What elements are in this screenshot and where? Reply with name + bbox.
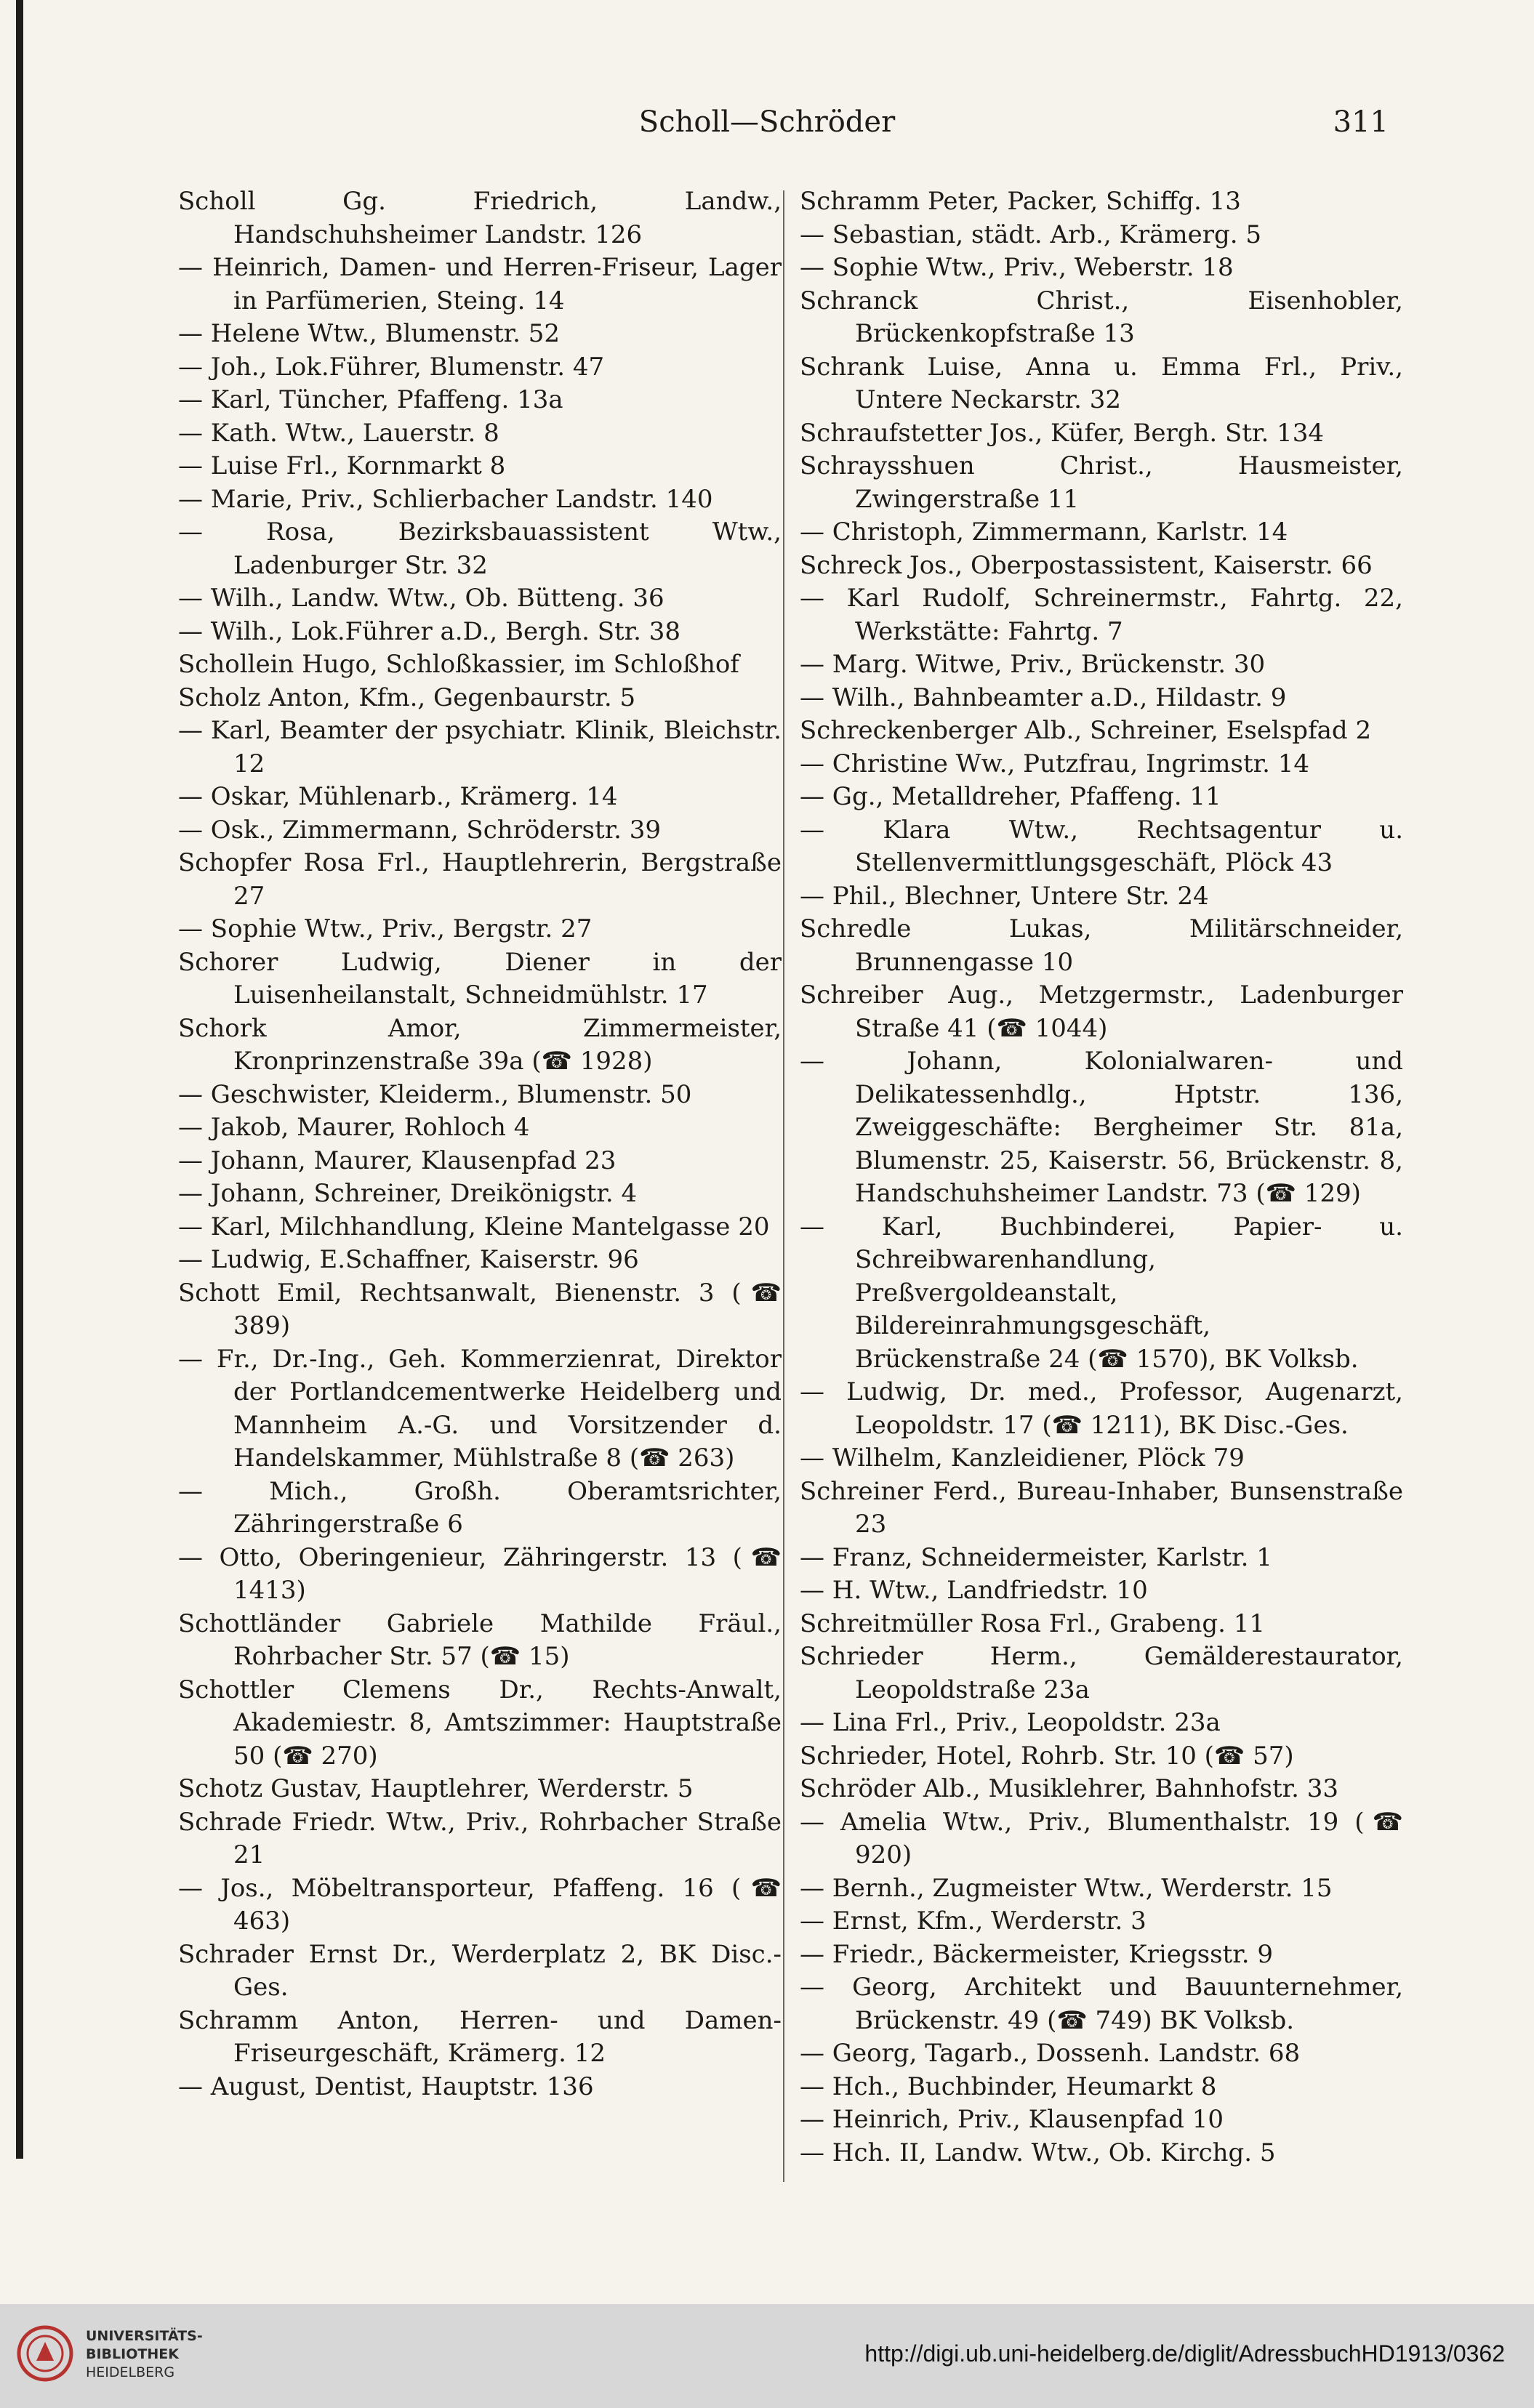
directory-entry: Schramm Peter, Packer, Schiffg. 13 [800, 187, 1241, 216]
directory-entry: — Klara Wtw., Rechtsagentur u. Stellenvermittlungsgeschäft, Plöck 43 [800, 815, 1403, 877]
directory-entry: — Luise Frl., Kornmarkt 8 [178, 451, 506, 480]
directory-entry: — Phil., Blechner, Untere Str. 24 [800, 881, 1209, 911]
directory-entry: — Ludwig, E.Schaffner, Kaiserstr. 96 [178, 1245, 639, 1274]
directory-entry: Schopfer Rosa Frl., Hauptlehrerin, Bergstraße 27 [178, 848, 782, 911]
logo-line: HEIDELBERG [86, 2364, 175, 2380]
directory-entry: — Jos., Möbeltransporteur, Pfaffeng. 16 (☎ 463) [178, 1873, 782, 1936]
directory-entry: — Johann, Schreiner, Dreikönigstr. 4 [178, 1179, 638, 1208]
directory-entry: — Johann, Maurer, Klausenpfad 23 [178, 1145, 617, 1175]
directory-entry: — Karl, Tüncher, Pfaffeng. 13a [178, 385, 563, 414]
directory-entry: — Geschwister, Kleiderm., Blumenstr. 50 [178, 1079, 692, 1109]
directory-entry: — Mich., Großh. Oberamtsrichter, Zähringerstraße 6 [178, 1476, 782, 1539]
directory-entry: Scholz Anton, Kfm., Gegenbaurstr. 5 [178, 682, 636, 712]
directory-entry: — Karl, Beamter der psychiatr. Klinik, Bleichstr. 12 [178, 716, 782, 778]
right-column [800, 185, 1403, 2170]
binding-edge-bar [16, 0, 23, 2159]
directory-entry: — Christoph, Zimmermann, Karlstr. 14 [800, 518, 1288, 547]
directory-entry: — Heinrich, Priv., Klausenpfad 10 [800, 2105, 1224, 2134]
directory-entry: — H. Wtw., Landfriedstr. 10 [800, 1576, 1148, 1605]
directory-entry: Scholl Gg. Friedrich, Landw., Handschuhsheimer Landstr. 126 [178, 187, 782, 249]
university-seal-icon [16, 2324, 74, 2383]
directory-entry: — Franz, Schneidermeister, Karlstr. 1 [800, 1542, 1272, 1572]
directory-entry: Schraufstetter Jos., Küfer, Bergh. Str. 134 [800, 418, 1324, 448]
logo-line: UNIVERSITÄTS- [86, 2328, 203, 2344]
directory-entry: Schraysshuen Christ., Hausmeister, Zwingerstraße 11 [800, 451, 1403, 514]
directory-entry: — Karl, Milchhandlung, Kleine Mantelgasse 20 [178, 1212, 770, 1241]
directory-entry: — Karl, Buchbinderei, Papier- u. Schreibwarenhandlung, Preßvergoldeanstalt, Bildereinrahmungsgeschäft, Brückenstraße 24 (☎ 1570), BK Volksb. [800, 1212, 1403, 1374]
directory-entry: — Wilh., Bahnbeamter a.D., Hildastr. 9 [800, 682, 1287, 712]
directory-entry: — Kath. Wtw., Lauerstr. 8 [178, 418, 499, 448]
directory-entry: — Heinrich, Damen- und Herren-Friseur, Lager in Parfümerien, Steing. 14 [178, 253, 782, 315]
directory-entry: Schreiber Aug., Metzgermstr., Ladenburger Straße 41 (☎ 1044) [800, 980, 1403, 1043]
directory-entry: — Hch., Buchbinder, Heumarkt 8 [800, 2071, 1217, 2101]
directory-entry: — Wilh., Lok.Führer a.D., Bergh. Str. 38 [178, 616, 681, 646]
directory-entry: Schramm Anton, Herren- und Damen-Friseurgeschäft, Krämerg. 12 [178, 2005, 782, 2068]
directory-entry: — Christine Ww., Putzfrau, Ingrimstr. 14 [800, 749, 1310, 778]
page-header [0, 105, 1534, 149]
source-url[interactable]: http://digi.ub.uni-heidelberg.de/diglit/AdressbuchHD1913/0362 [864, 2340, 1505, 2367]
directory-entry: — August, Dentist, Hauptstr. 136 [178, 2071, 594, 2101]
directory-entry: Schrieder, Hotel, Rohrb. Str. 10 (☎ 57) [800, 1741, 1294, 1771]
column-divider [783, 190, 784, 2182]
directory-entry: — Wilh., Landw. Wtw., Ob. Bütteng. 36 [178, 584, 664, 613]
directory-entry: Schollein Hugo, Schloßkassier, im Schloßhof [178, 650, 739, 679]
directory-entry: Schorer Ludwig, Diener in der Luisenheilanstalt, Schneidmühlstr. 17 [178, 947, 782, 1010]
directory-entry: — Lina Frl., Priv., Leopoldstr. 23a [800, 1708, 1221, 1737]
directory-entry: — Osk., Zimmermann, Schröderstr. 39 [178, 815, 662, 845]
directory-entry: — Jakob, Maurer, Rohloch 4 [178, 1113, 530, 1142]
running-head: Scholl—Schröder [638, 105, 896, 139]
directory-entry: — Sophie Wtw., Priv., Weberstr. 18 [800, 253, 1234, 282]
directory-entry: — Johann, Kolonialwaren- und Delikatessenhdlg., Hptstr. 136, Zweiggeschäfte: Bergheimer Str. 81a, Blumenstr. 25, Kaiserstr. 56, Brückenstr. 8, Handschuhsheimer Landstr. 73 (☎ 129) [800, 1047, 1403, 1208]
directory-entry: — Gg., Metalldreher, Pfaffeng. 11 [800, 782, 1221, 811]
directory-entry: — Helene Wtw., Blumenstr. 52 [178, 319, 561, 348]
left-column [178, 185, 782, 2103]
library-logo-text [86, 2327, 203, 2382]
directory-entry: — Hch. II, Landw. Wtw., Ob. Kirchg. 5 [800, 2138, 1276, 2167]
directory-entry: — Ludwig, Dr. med., Professor, Augenarzt, Leopoldstr. 17 (☎ 1211), BK Disc.-Ges. [800, 1377, 1403, 1440]
directory-entry: Schottländer Gabriele Mathilde Fräul., Rohrbacher Str. 57 (☎ 15) [178, 1608, 782, 1671]
directory-entry: Schranck Christ., Eisenhobler, Brückenkopfstraße 13 [800, 286, 1403, 348]
directory-entry: — Otto, Oberingenieur, Zähringerstr. 13 (☎ 1413) [178, 1542, 782, 1605]
logo-line: BIBLIOTHEK [86, 2346, 179, 2362]
directory-entry: Schreiner Ferd., Bureau-Inhaber, Bunsenstraße 23 [800, 1476, 1403, 1539]
directory-entry: — Ernst, Kfm., Werderstr. 3 [800, 1906, 1147, 1936]
directory-entry: Schredle Lukas, Militärschneider, Brunnengasse 10 [800, 914, 1403, 977]
directory-entry: Schrader Ernst Dr., Werderplatz 2, BK Disc.-Ges. [178, 1939, 782, 2002]
directory-entry: — Fr., Dr.-Ing., Geh. Kommerzienrat, Direktor der Portlandcementwerke Heidelberg und Mannheim A.-G. und Vorsitzender d. Handelskammer, Mühlstraße 8 (☎ 263) [178, 1344, 782, 1473]
directory-entry: — Wilhelm, Kanzleidiener, Plöck 79 [800, 1443, 1245, 1473]
directory-entry: — Georg, Tagarb., Dossenh. Landstr. 68 [800, 2039, 1301, 2068]
directory-entry: Schreitmüller Rosa Frl., Grabeng. 11 [800, 1608, 1266, 1638]
directory-entry: Schotz Gustav, Hauptlehrer, Werderstr. 5 [178, 1774, 694, 1803]
directory-entry: Schottler Clemens Dr., Rechts-Anwalt, Akademiestr. 8, Amtszimmer: Hauptstraße 50 (☎ 270) [178, 1675, 782, 1771]
footer-bar [0, 2304, 1534, 2408]
directory-entry: — Sophie Wtw., Priv., Bergstr. 27 [178, 914, 593, 943]
directory-entry: Schork Amor, Zimmermeister, Kronprinzenstraße 39a (☎ 1928) [178, 1013, 782, 1076]
directory-entry: Schott Emil, Rechtsanwalt, Bienenstr. 3 (☎ 389) [178, 1278, 782, 1340]
page-number: 311 [1333, 105, 1389, 139]
directory-entry: Schrade Friedr. Wtw., Priv., Rohrbacher Straße 21 [178, 1807, 782, 1869]
directory-entry: — Joh., Lok.Führer, Blumenstr. 47 [178, 352, 605, 382]
directory-entry: — Marie, Priv., Schlierbacher Landstr. 140 [178, 484, 713, 514]
directory-entry: — Friedr., Bäckermeister, Kriegsstr. 9 [800, 1939, 1273, 1969]
directory-entry: Schreckenberger Alb., Schreiner, Eselspfad 2 [800, 716, 1372, 745]
directory-entry: — Georg, Architekt und Bauunternehmer, Brückenstr. 49 (☎ 749) BK Volksb. [800, 1973, 1403, 2035]
directory-entry: — Bernh., Zugmeister Wtw., Werderstr. 15 [800, 1873, 1333, 1903]
directory-entry: — Marg. Witwe, Priv., Brückenstr. 30 [800, 650, 1266, 679]
directory-entry: Schrieder Herm., Gemälderestaurator, Leopoldstraße 23a [800, 1642, 1403, 1704]
directory-entry: — Amelia Wtw., Priv., Blumenthalstr. 19 (☎ 920) [800, 1807, 1403, 1869]
directory-entry: — Oskar, Mühlenarb., Krämerg. 14 [178, 782, 618, 811]
directory-entry: Schröder Alb., Musiklehrer, Bahnhofstr. 33 [800, 1774, 1339, 1803]
directory-entry: Schreck Jos., Oberpostassistent, Kaiserstr. 66 [800, 550, 1373, 580]
directory-entry: — Rosa, Bezirksbauassistent Wtw., Ladenburger Str. 32 [178, 518, 782, 580]
directory-entry: Schrank Luise, Anna u. Emma Frl., Priv., Untere Neckarstr. 32 [800, 352, 1403, 414]
directory-entry: — Karl Rudolf, Schreinermstr., Fahrtg. 22, Werkstätte: Fahrtg. 7 [800, 584, 1403, 646]
directory-entry: — Sebastian, städt. Arb., Krämerg. 5 [800, 220, 1261, 249]
